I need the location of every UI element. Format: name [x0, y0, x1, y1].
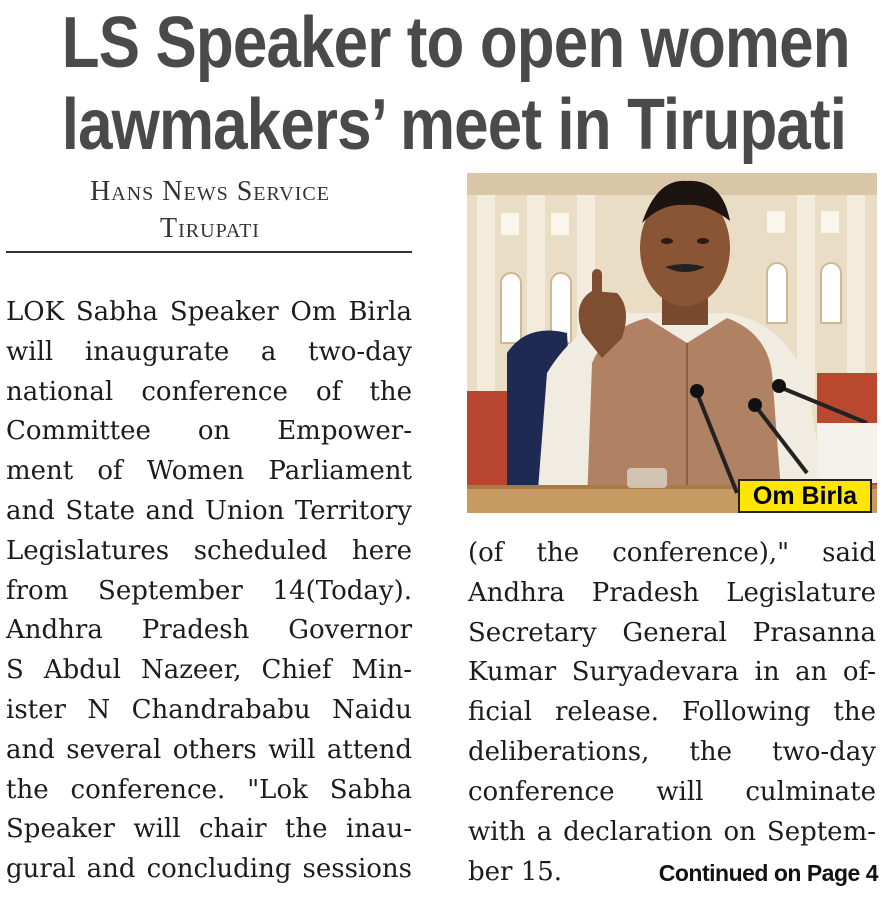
article-line: from September 14(Today). — [6, 575, 412, 606]
article-line: Committee on Empower- — [6, 416, 412, 447]
article-line: S Abdul Nazeer, Chief Min- — [6, 655, 412, 686]
speaker-photo — [467, 173, 877, 513]
article-line: deliberations, the two-day — [468, 736, 876, 767]
article-line: gural and concluding sessions — [6, 854, 412, 885]
continued-link[interactable]: Continued on Page 4 — [658, 860, 878, 886]
byline-service: Hans News Service — [90, 176, 330, 207]
byline — [8, 173, 412, 247]
article-line: with a declaration on Septem- — [468, 816, 876, 847]
article-line: and State and Union Territory — [6, 495, 412, 526]
article-line: national conference of the — [6, 376, 412, 407]
article-line: conference will culminate — [468, 776, 876, 807]
article-line: the conference. "Lok Sabha — [6, 774, 412, 805]
article-line: Secretary General Prasanna — [468, 617, 876, 648]
article-line: LOK Sabha Speaker Om Birla — [6, 297, 412, 327]
article-line: Kumar Suryadevara in an of- — [468, 657, 876, 688]
article-line: (of the conference)," said — [468, 538, 876, 568]
article-line: ficial release. Following the — [468, 697, 876, 728]
byline-place: Tirupati — [160, 213, 260, 244]
byline-divider — [6, 251, 412, 253]
article-column-1 — [6, 293, 412, 890]
article-column-2 — [468, 534, 876, 852]
article-line: Andhra Pradesh Legislature — [468, 577, 876, 608]
article-line: ister N Chandrababu Naidu — [6, 694, 412, 725]
article-line: Speaker will chair the inau- — [6, 814, 412, 845]
headline-line-1: LS Speaker to open women — [61, 3, 850, 83]
article-line: ment of Women Parliament — [6, 456, 412, 487]
article-line: Legislatures scheduled here — [6, 535, 412, 566]
headline-line-2: lawmakers’ meet in Tirupati — [61, 85, 847, 165]
article-line: will inaugurate a two-day — [6, 336, 412, 367]
article-line: and several others will attend — [6, 734, 412, 765]
headline — [61, 2, 850, 166]
article-line: Andhra Pradesh Governor — [6, 615, 412, 646]
article-last-line: ber 15. — [468, 857, 563, 887]
photo-caption: Om Birla — [738, 479, 872, 513]
